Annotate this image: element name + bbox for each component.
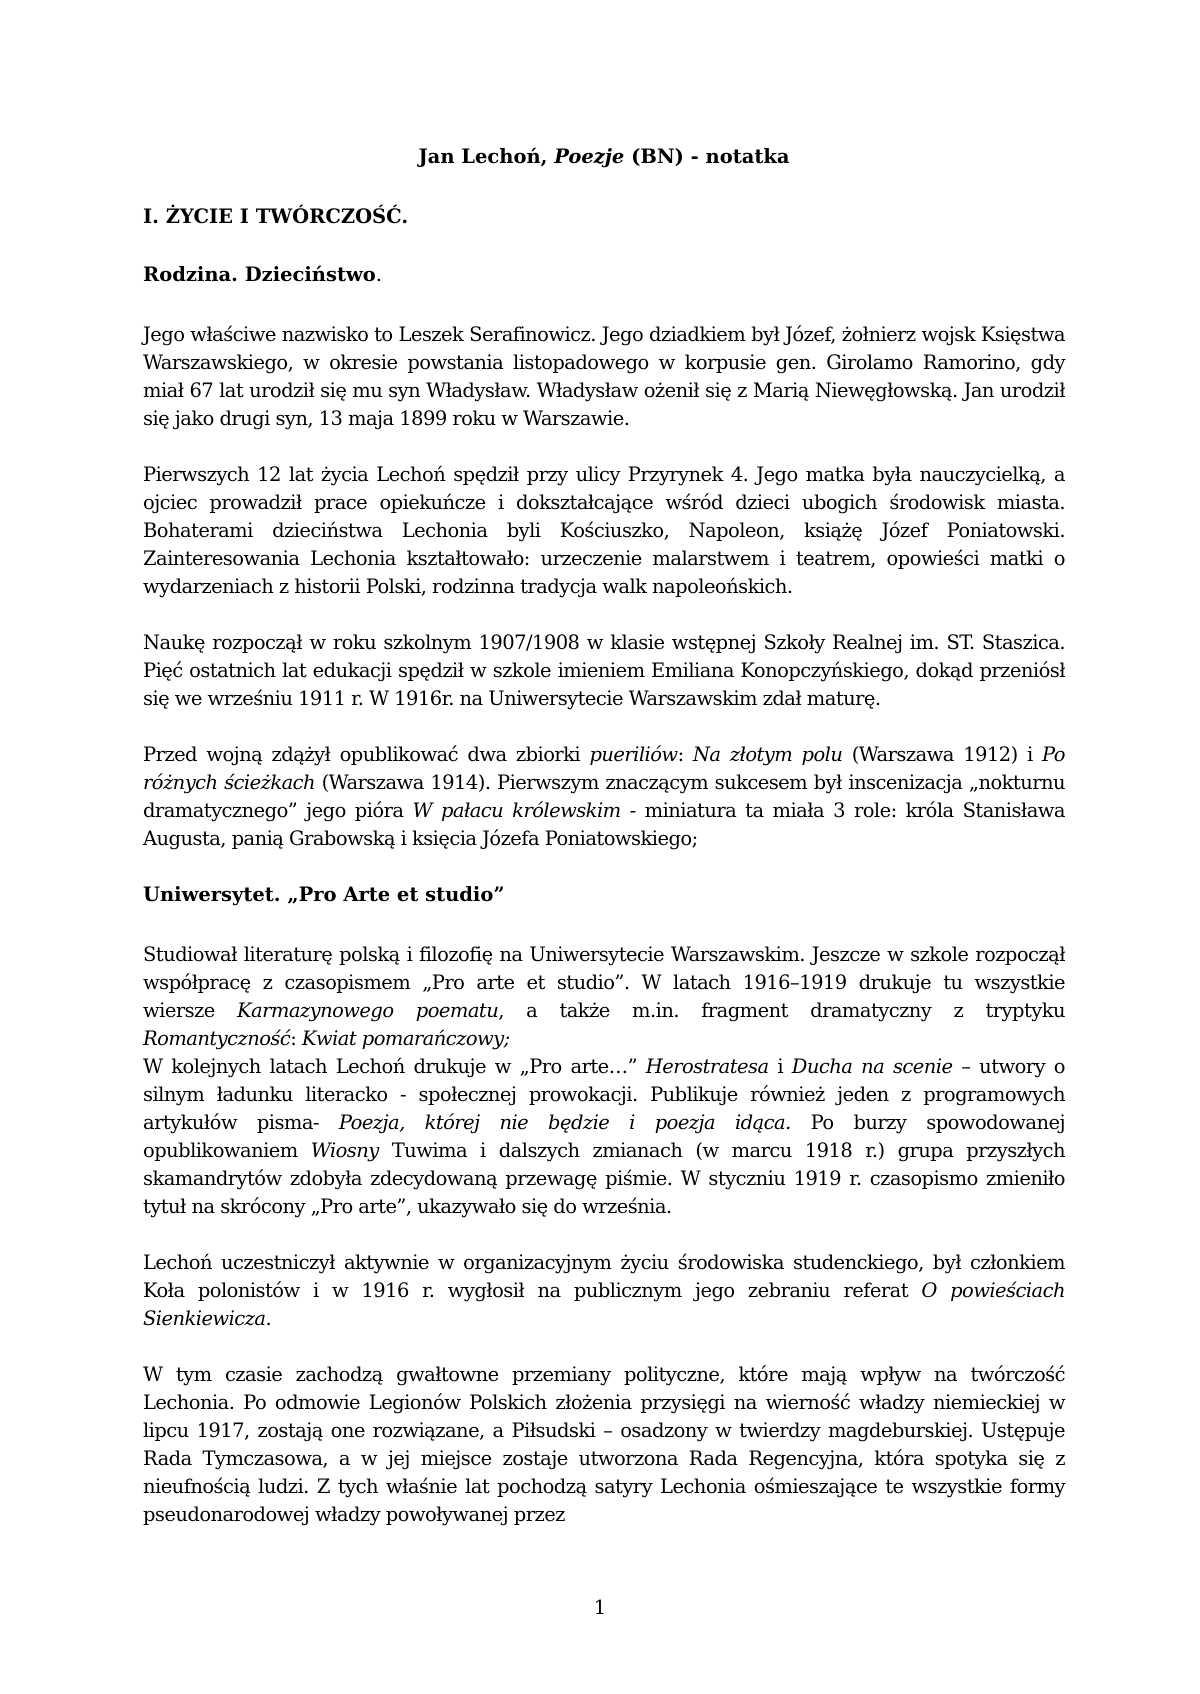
italic-span: Herostratesa (645, 1055, 769, 1078)
italic-span: Poezja, której nie będzie i poezja idąca. (338, 1111, 791, 1134)
text-span: i (768, 1055, 792, 1078)
paragraph-5 (143, 941, 1065, 1053)
title-author: Jan Lechoń, (418, 145, 548, 168)
title-rest: (BN) - notatka (631, 145, 790, 168)
italic-span: Na złotym polu (692, 743, 843, 766)
title-work: Poezje (554, 145, 625, 168)
italic-span: pueriliów (589, 743, 678, 766)
page-number: 1 (593, 1596, 607, 1619)
paragraph-2: Pierwszych 12 lat życia Lechoń spędził przy ulicy Przyrynek 4. Jego matka była nauczycielką, a ojciec prowadził prace opiekuńcze i dokształcające wśród dzieci ubogich środowisk miasta. Bohaterami dzieciństwa Lechonia byli Kościuszko, Napoleon, książę Józef Poniatowski. Zainteresowania Lechonia kształtowało: urzeczenie malarstwem i teatrem, opowieści matki o wydarzeniach z historii Polski, rodzinna tradycja walk napoleońskich. (143, 463, 1065, 598)
paragraph-7 (143, 1249, 1065, 1333)
text-span: : (290, 1027, 302, 1050)
italic-span: Karmazynowego poematu (237, 999, 499, 1022)
paragraph-6 (143, 1053, 1065, 1221)
italic-span: Wiosny (310, 1139, 379, 1162)
section-title: I. ŻYCIE I TWÓRCZOŚĆ. (143, 205, 409, 228)
paragraph-3: Naukę rozpoczął w roku szkolnym 1907/1908 w klasie wstępnej Szkoły Realnej im. ST. Staszica. Pięć ostatnich lat edukacji spędził w szkole imieniem Emiliana Konopczyńskiego, dokąd przeniósł się we wrześniu 1911 r. W 1916r. na Uniwersytecie Warszawskim zdał maturę. (143, 631, 1065, 710)
text-span: Po burzy spowodowanej opublikowaniem (143, 1111, 1065, 1162)
text-span: Lechoń uczestniczył aktywnie w organizacyjnym życiu środowiska studenckiego, był członkiem Koła polonistów i w 1916 r. wygłosił na publicznym jego zebraniu referat (143, 1251, 1065, 1302)
subheading-dot: . (375, 263, 382, 286)
italic-span: Po różnych ścieżkach (143, 743, 1066, 794)
text-span: Studiował literaturę polską i filozofię na Uniwersytecie Warszawskim. Jeszcze w szkole rozpoczął współpracę z czasopismem „Pro arte et studio”. W latach 1916–1919 drukuje tu wszystkie wiersze (143, 943, 1065, 1022)
text-span: Tuwima i dalszych zmianach (w marcu 1918 r.) grupa przyszłych skamandrytów zdobyła zdecydowaną przewagę piśmie. W styczniu 1919 r. czasopismo zmieniło tytuł na skrócony „Pro arte”, ukazywało się do września. (143, 1139, 1065, 1218)
text-span: Przed wojną zdążył opublikować dwa zbiorki (143, 743, 590, 766)
document-body (143, 143, 1065, 1557)
text-span: . (265, 1307, 272, 1330)
italic-span: Romantyczność (143, 1027, 291, 1050)
paragraph-4 (143, 741, 1065, 853)
text-span: (Warszawa 1914). Pierwszym znaczącym sukcesem był inscenizacja „nokturnu dramatycznego” jego pióra (143, 771, 1065, 822)
subheading-university: Uniwersytet. „Pro Arte et studio” (143, 883, 505, 906)
text-span: - miniatura ta miała 3 role: króla Stanisława Augusta, panią Grabowską i księcia Józefa Poniatowskiego; (143, 799, 1065, 850)
paragraph-1: Jego właściwe nazwisko to Leszek Serafinowicz. Jego dziadkiem był Józef, żołnierz wojsk Księstwa Warszawskiego, w okresie powstania listopadowego w korpusie gen. Girolamo Ramorino, gdy miał 67 lat urodził się mu syn Władysław. Władysław ożenił się z Marią Niewęgłowską. Jan urodził się jako drugi syn, 13 maja 1899 roku w Warszawie. (143, 323, 1065, 430)
subheading-text: Rodzina. Dzieciństwo (143, 263, 376, 286)
text-span: : (677, 743, 693, 766)
italic-span: Kwiat pomarańczowy; (301, 1027, 510, 1050)
italic-span: O powieściach Sienkiewicza (143, 1279, 1065, 1330)
text-span: (Warszawa 1912) i (842, 743, 1043, 766)
document-title (143, 143, 1065, 171)
paragraph-8: W tym czasie zachodzą gwałtowne przemiany polityczne, które mają wpływ na twórczość Lechonia. Po odmowie Legionów Polskich złożenia przysięgi na wierność władzy niemieckiej w lipcu 1917, zostają one rozwiązane, a Piłsudski – osadzony w twierdzy magdeburskiej. Ustępuje Rada Tymczasowa, a w jej miejsce zostaje utworzona Rada Regencyjna, która spotyka się z nieufnością ludzi. Z tych właśnie lat pochodzą satyry Lechonia ośmieszające te wszystkie formy pseudonarodowej władzy powoływanej przez (143, 1363, 1065, 1526)
text-span: – utwory o silnym ładunku literacko - społecznej prowokacji. Publikuje również jeden z programowych artykułów pisma- (143, 1055, 1065, 1134)
italic-span: W pałacu królewskim (412, 799, 621, 822)
subheading-family-childhood (143, 261, 1065, 289)
text-span: W kolejnych latach Lechoń drukuje w „Pro arte…” (143, 1055, 646, 1078)
text-span: , a także m.in. fragment dramatyczny z tryptyku (498, 999, 1065, 1022)
italic-span: Ducha na scenie (791, 1055, 953, 1078)
